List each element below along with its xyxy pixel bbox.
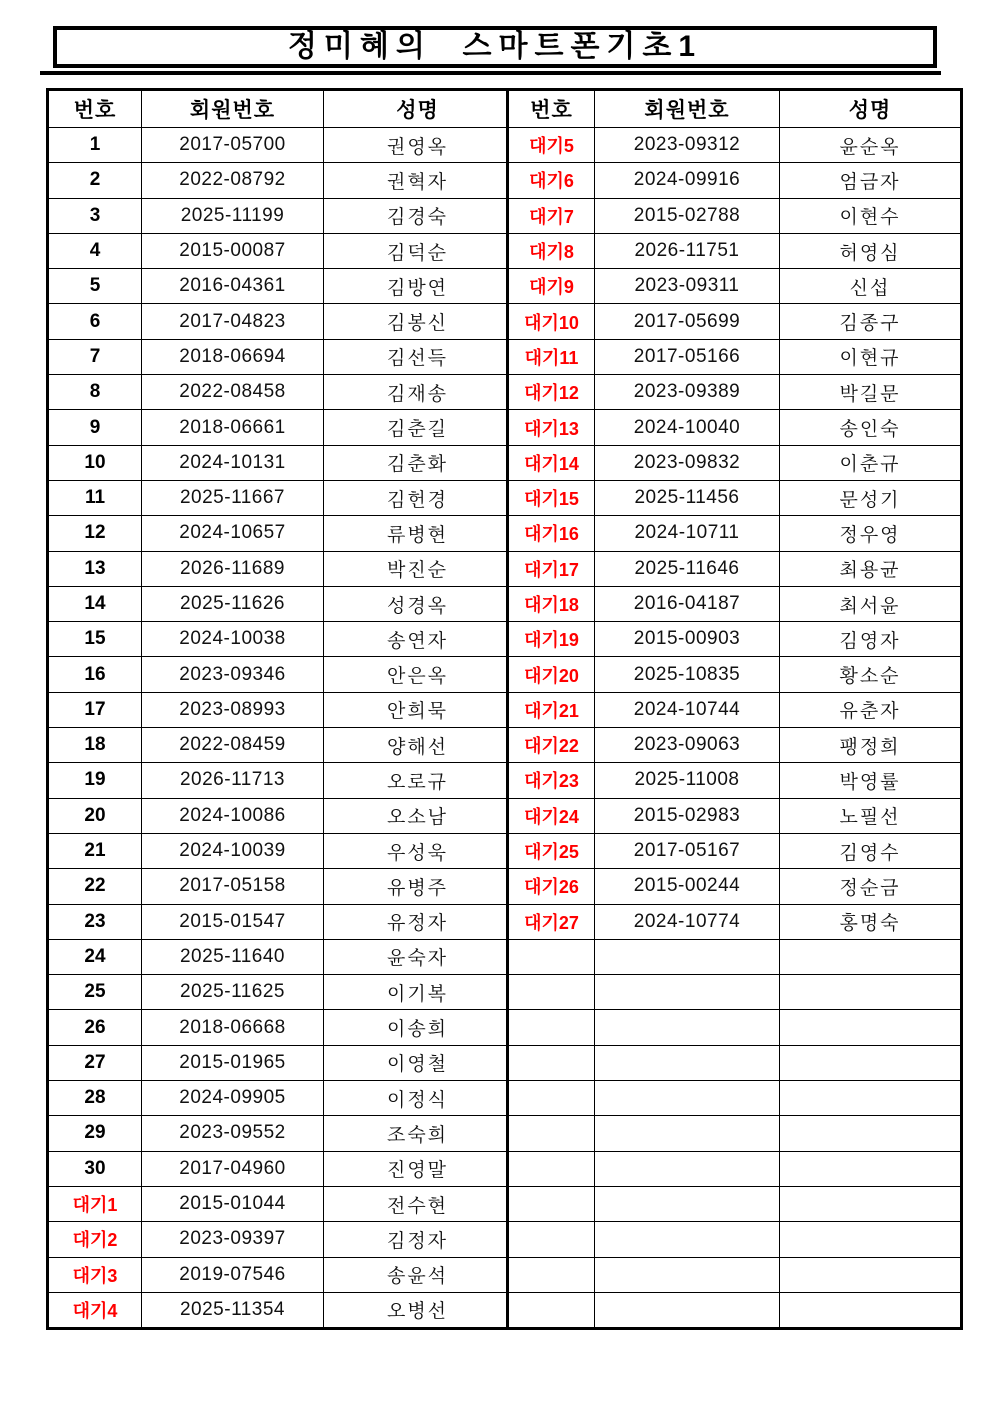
waiting-number-cell: 대기11 [508, 339, 595, 374]
table-row [48, 657, 513, 692]
member-id-cell: 2025-11625 [142, 975, 324, 1010]
member-name-cell: 김방연 [324, 269, 513, 304]
table-row [48, 445, 513, 480]
header-row [508, 90, 962, 128]
member-name-cell: 김선득 [324, 339, 513, 374]
empty-table-row [508, 939, 962, 974]
empty-member-id-cell [595, 1010, 780, 1045]
row-number-cell: 16 [48, 657, 142, 692]
table-header [508, 90, 962, 128]
member-id-cell: 2025-11008 [595, 763, 780, 798]
row-number-cell: 9 [48, 410, 142, 445]
member-name-cell: 문성기 [780, 480, 962, 515]
member-id-cell: 2026-11689 [142, 551, 324, 586]
waiting-number-cell: 대기24 [508, 798, 595, 833]
table-row [508, 622, 962, 657]
member-name-cell: 박길문 [780, 375, 962, 410]
table-row [48, 480, 513, 515]
empty-name-cell [780, 1010, 962, 1045]
member-id-cell: 2024-10038 [142, 622, 324, 657]
empty-member-id-cell [595, 1257, 780, 1292]
member-id-cell: 2025-11640 [142, 939, 324, 974]
table-row [508, 445, 962, 480]
table-row [48, 1292, 513, 1328]
roster-table-right [506, 88, 963, 1330]
waiting-number-cell: 대기19 [508, 622, 595, 657]
member-id-cell: 2017-04823 [142, 304, 324, 339]
table-row [48, 198, 513, 233]
member-name-cell: 김춘화 [324, 445, 513, 480]
member-id-cell: 2023-08993 [142, 692, 324, 727]
member-id-cell: 2015-00087 [142, 233, 324, 268]
member-name-cell: 팽정희 [780, 728, 962, 763]
member-name-cell: 유정자 [324, 904, 513, 939]
member-name-cell: 성경옥 [324, 586, 513, 621]
member-name-cell: 이송희 [324, 1010, 513, 1045]
member-name-cell: 김종구 [780, 304, 962, 339]
empty-member-id-cell [595, 1186, 780, 1221]
member-name-cell: 송윤석 [324, 1257, 513, 1292]
title-box [53, 26, 937, 68]
empty-table-row [508, 1257, 962, 1292]
empty-number-cell [508, 1257, 595, 1292]
table-row [48, 1222, 513, 1257]
row-number-cell: 17 [48, 692, 142, 727]
member-name-cell: 유병주 [324, 869, 513, 904]
table-row [48, 128, 513, 163]
member-id-cell: 2023-09063 [595, 728, 780, 763]
member-name-cell: 진영말 [324, 1151, 513, 1186]
member-id-cell: 2024-10040 [595, 410, 780, 445]
table-row [508, 586, 962, 621]
table-header [48, 90, 513, 128]
empty-member-id-cell [595, 1081, 780, 1116]
member-name-cell: 안은옥 [324, 657, 513, 692]
table-row [48, 339, 513, 374]
table-row [48, 1151, 513, 1186]
waiting-number-cell: 대기4 [48, 1292, 142, 1328]
member-name-cell: 류병현 [324, 516, 513, 551]
member-id-cell: 2018-06661 [142, 410, 324, 445]
member-name-cell: 조숙희 [324, 1116, 513, 1151]
member-id-cell: 2025-11199 [142, 198, 324, 233]
empty-table-row [508, 1186, 962, 1221]
table-row [508, 410, 962, 445]
member-id-cell: 2024-09916 [595, 163, 780, 198]
table-row [48, 1257, 513, 1292]
member-name-cell: 권혁자 [324, 163, 513, 198]
row-number-cell: 4 [48, 233, 142, 268]
member-name-cell: 오병선 [324, 1292, 513, 1328]
member-name-cell: 김경숙 [324, 198, 513, 233]
empty-name-cell [780, 1151, 962, 1186]
empty-name-cell [780, 975, 962, 1010]
member-name-cell: 김영자 [780, 622, 962, 657]
row-number-cell: 28 [48, 1081, 142, 1116]
empty-number-cell [508, 1222, 595, 1257]
table-row [508, 728, 962, 763]
table-row [508, 163, 962, 198]
row-number-cell: 6 [48, 304, 142, 339]
member-id-cell: 2017-05158 [142, 869, 324, 904]
member-id-cell: 2024-09905 [142, 1081, 324, 1116]
column-header-name: 성명 [324, 90, 513, 128]
empty-table-row [508, 1292, 962, 1328]
waiting-number-cell: 대기5 [508, 128, 595, 163]
table-row [508, 763, 962, 798]
waiting-number-cell: 대기2 [48, 1222, 142, 1257]
empty-member-id-cell [595, 975, 780, 1010]
member-id-cell: 2026-11713 [142, 763, 324, 798]
member-id-cell: 2015-01547 [142, 904, 324, 939]
empty-name-cell [780, 1257, 962, 1292]
member-id-cell: 2024-10039 [142, 833, 324, 868]
table-row [48, 904, 513, 939]
empty-table-row [508, 1045, 962, 1080]
member-name-cell: 윤순옥 [780, 128, 962, 163]
row-number-cell: 3 [48, 198, 142, 233]
table-row [508, 375, 962, 410]
member-id-cell: 2025-10835 [595, 657, 780, 692]
row-number-cell: 11 [48, 480, 142, 515]
table-row [48, 798, 513, 833]
member-name-cell: 김영수 [780, 833, 962, 868]
table-row [508, 304, 962, 339]
table-row [508, 551, 962, 586]
member-id-cell: 2017-05166 [595, 339, 780, 374]
row-number-cell: 29 [48, 1116, 142, 1151]
waiting-number-cell: 대기25 [508, 833, 595, 868]
member-id-cell: 2024-10774 [595, 904, 780, 939]
empty-name-cell [780, 1186, 962, 1221]
table-row [48, 1116, 513, 1151]
table-row [508, 516, 962, 551]
member-id-cell: 2023-09312 [595, 128, 780, 163]
table-row [48, 869, 513, 904]
row-number-cell: 7 [48, 339, 142, 374]
empty-member-id-cell [595, 1116, 780, 1151]
member-name-cell: 김재송 [324, 375, 513, 410]
member-id-cell: 2023-09389 [595, 375, 780, 410]
empty-number-cell [508, 1116, 595, 1151]
member-id-cell: 2015-00244 [595, 869, 780, 904]
member-name-cell: 안희묵 [324, 692, 513, 727]
waiting-number-cell: 대기7 [508, 198, 595, 233]
waiting-number-cell: 대기26 [508, 869, 595, 904]
member-id-cell: 2023-09311 [595, 269, 780, 304]
member-id-cell: 2018-06694 [142, 339, 324, 374]
empty-table-row [508, 1081, 962, 1116]
waiting-number-cell: 대기18 [508, 586, 595, 621]
empty-name-cell [780, 1116, 962, 1151]
member-name-cell: 최용균 [780, 551, 962, 586]
member-name-cell: 오로규 [324, 763, 513, 798]
member-id-cell: 2023-09397 [142, 1222, 324, 1257]
member-name-cell: 허영심 [780, 233, 962, 268]
member-id-cell: 2015-02788 [595, 198, 780, 233]
page-title: 정미혜의 스마트폰기초1 [287, 30, 703, 63]
member-name-cell: 김헌경 [324, 480, 513, 515]
empty-table-row [508, 1222, 962, 1257]
row-number-cell: 18 [48, 728, 142, 763]
table-row [508, 833, 962, 868]
member-name-cell: 홍명숙 [780, 904, 962, 939]
table-row [48, 410, 513, 445]
table-row [48, 1010, 513, 1045]
member-name-cell: 우성욱 [324, 833, 513, 868]
member-name-cell: 유춘자 [780, 692, 962, 727]
column-header-name: 성명 [780, 90, 962, 128]
empty-number-cell [508, 1010, 595, 1045]
empty-name-cell [780, 1045, 962, 1080]
member-name-cell: 김덕순 [324, 233, 513, 268]
member-id-cell: 2022-08792 [142, 163, 324, 198]
table-row [508, 128, 962, 163]
table-row [48, 622, 513, 657]
waiting-number-cell: 대기12 [508, 375, 595, 410]
member-id-cell: 2022-08459 [142, 728, 324, 763]
member-name-cell: 엄금자 [780, 163, 962, 198]
empty-name-cell [780, 1292, 962, 1328]
empty-table-row [508, 975, 962, 1010]
empty-table-row [508, 1116, 962, 1151]
member-id-cell: 2015-01965 [142, 1045, 324, 1080]
table-row [48, 304, 513, 339]
member-id-cell: 2025-11646 [595, 551, 780, 586]
member-id-cell: 2015-00903 [595, 622, 780, 657]
waiting-number-cell: 대기17 [508, 551, 595, 586]
member-id-cell: 2017-05167 [595, 833, 780, 868]
waiting-number-cell: 대기20 [508, 657, 595, 692]
table-row [48, 1186, 513, 1221]
member-name-cell: 박진순 [324, 551, 513, 586]
member-name-cell: 황소순 [780, 657, 962, 692]
table-row [508, 269, 962, 304]
member-id-cell: 2024-10744 [595, 692, 780, 727]
member-name-cell: 이현수 [780, 198, 962, 233]
empty-member-id-cell [595, 1292, 780, 1328]
table-row [48, 551, 513, 586]
row-number-cell: 20 [48, 798, 142, 833]
row-number-cell: 14 [48, 586, 142, 621]
member-id-cell: 2025-11354 [142, 1292, 324, 1328]
member-id-cell: 2024-10086 [142, 798, 324, 833]
row-number-cell: 1 [48, 128, 142, 163]
title-divider [40, 71, 941, 75]
waiting-number-cell: 대기16 [508, 516, 595, 551]
waiting-number-cell: 대기23 [508, 763, 595, 798]
member-id-cell: 2022-08458 [142, 375, 324, 410]
table-row [48, 692, 513, 727]
row-number-cell: 27 [48, 1045, 142, 1080]
empty-name-cell [780, 1222, 962, 1257]
row-number-cell: 23 [48, 904, 142, 939]
waiting-number-cell: 대기1 [48, 1186, 142, 1221]
waiting-number-cell: 대기3 [48, 1257, 142, 1292]
empty-number-cell [508, 1292, 595, 1328]
member-id-cell: 2015-01044 [142, 1186, 324, 1221]
member-name-cell: 송인숙 [780, 410, 962, 445]
member-name-cell: 송연자 [324, 622, 513, 657]
member-name-cell: 윤숙자 [324, 939, 513, 974]
waiting-number-cell: 대기10 [508, 304, 595, 339]
empty-number-cell [508, 1045, 595, 1080]
member-name-cell: 오소남 [324, 798, 513, 833]
member-id-cell: 2016-04361 [142, 269, 324, 304]
column-header-member-id: 회원번호 [142, 90, 324, 128]
row-number-cell: 15 [48, 622, 142, 657]
member-id-cell: 2025-11667 [142, 480, 324, 515]
table-row [48, 763, 513, 798]
row-number-cell: 26 [48, 1010, 142, 1045]
empty-name-cell [780, 939, 962, 974]
row-number-cell: 2 [48, 163, 142, 198]
table-row [508, 692, 962, 727]
table-row [508, 480, 962, 515]
empty-member-id-cell [595, 1045, 780, 1080]
empty-number-cell [508, 1151, 595, 1186]
table-row [508, 798, 962, 833]
row-number-cell: 24 [48, 939, 142, 974]
table-row [508, 904, 962, 939]
waiting-number-cell: 대기8 [508, 233, 595, 268]
empty-number-cell [508, 975, 595, 1010]
member-id-cell: 2024-10711 [595, 516, 780, 551]
empty-table-row [508, 1010, 962, 1045]
row-number-cell: 12 [48, 516, 142, 551]
member-name-cell: 이영철 [324, 1045, 513, 1080]
member-name-cell: 이기복 [324, 975, 513, 1010]
waiting-number-cell: 대기22 [508, 728, 595, 763]
empty-name-cell [780, 1081, 962, 1116]
member-name-cell: 양해선 [324, 728, 513, 763]
member-id-cell: 2017-04960 [142, 1151, 324, 1186]
empty-member-id-cell [595, 1222, 780, 1257]
table-row [48, 975, 513, 1010]
waiting-number-cell: 대기14 [508, 445, 595, 480]
waiting-number-cell: 대기27 [508, 904, 595, 939]
table-row [508, 198, 962, 233]
table-row [508, 657, 962, 692]
header-row [48, 90, 513, 128]
member-id-cell: 2018-06668 [142, 1010, 324, 1045]
member-id-cell: 2023-09832 [595, 445, 780, 480]
member-id-cell: 2025-11626 [142, 586, 324, 621]
member-name-cell: 정순금 [780, 869, 962, 904]
table-row [48, 375, 513, 410]
row-number-cell: 10 [48, 445, 142, 480]
member-name-cell: 권영옥 [324, 128, 513, 163]
table-row [48, 233, 513, 268]
table-row [48, 833, 513, 868]
empty-number-cell [508, 1081, 595, 1116]
waiting-number-cell: 대기13 [508, 410, 595, 445]
member-id-cell: 2023-09346 [142, 657, 324, 692]
column-header-number: 번호 [48, 90, 142, 128]
member-id-cell: 2016-04187 [595, 586, 780, 621]
waiting-number-cell: 대기6 [508, 163, 595, 198]
empty-member-id-cell [595, 939, 780, 974]
member-name-cell: 김정자 [324, 1222, 513, 1257]
table-row [508, 233, 962, 268]
member-name-cell: 노필선 [780, 798, 962, 833]
member-name-cell: 신섭 [780, 269, 962, 304]
table-row [48, 516, 513, 551]
column-header-number: 번호 [508, 90, 595, 128]
empty-number-cell [508, 1186, 595, 1221]
member-id-cell: 2024-10657 [142, 516, 324, 551]
member-id-cell: 2025-11456 [595, 480, 780, 515]
waiting-number-cell: 대기15 [508, 480, 595, 515]
table-row [48, 939, 513, 974]
empty-member-id-cell [595, 1151, 780, 1186]
table-row [48, 269, 513, 304]
member-name-cell: 이현규 [780, 339, 962, 374]
table-row [48, 728, 513, 763]
row-number-cell: 19 [48, 763, 142, 798]
row-number-cell: 21 [48, 833, 142, 868]
member-id-cell: 2024-10131 [142, 445, 324, 480]
row-number-cell: 25 [48, 975, 142, 1010]
member-name-cell: 김춘길 [324, 410, 513, 445]
row-number-cell: 5 [48, 269, 142, 304]
row-number-cell: 30 [48, 1151, 142, 1186]
waiting-number-cell: 대기9 [508, 269, 595, 304]
member-name-cell: 전수현 [324, 1186, 513, 1221]
table-row [508, 869, 962, 904]
table-row [48, 586, 513, 621]
member-id-cell: 2015-02983 [595, 798, 780, 833]
member-name-cell: 김봉신 [324, 304, 513, 339]
roster-table-left [46, 88, 514, 1330]
table-row [48, 163, 513, 198]
member-id-cell: 2019-07546 [142, 1257, 324, 1292]
member-name-cell: 최서윤 [780, 586, 962, 621]
member-id-cell: 2026-11751 [595, 233, 780, 268]
table-row [48, 1045, 513, 1080]
member-name-cell: 이정식 [324, 1081, 513, 1116]
empty-number-cell [508, 939, 595, 974]
member-name-cell: 박영률 [780, 763, 962, 798]
row-number-cell: 22 [48, 869, 142, 904]
empty-table-row [508, 1151, 962, 1186]
column-header-member-id: 회원번호 [595, 90, 780, 128]
row-number-cell: 13 [48, 551, 142, 586]
member-id-cell: 2017-05700 [142, 128, 324, 163]
member-id-cell: 2017-05699 [595, 304, 780, 339]
table-row [48, 1081, 513, 1116]
table-row [508, 339, 962, 374]
waiting-number-cell: 대기21 [508, 692, 595, 727]
member-name-cell: 이춘규 [780, 445, 962, 480]
member-id-cell: 2023-09552 [142, 1116, 324, 1151]
row-number-cell: 8 [48, 375, 142, 410]
member-name-cell: 정우영 [780, 516, 962, 551]
